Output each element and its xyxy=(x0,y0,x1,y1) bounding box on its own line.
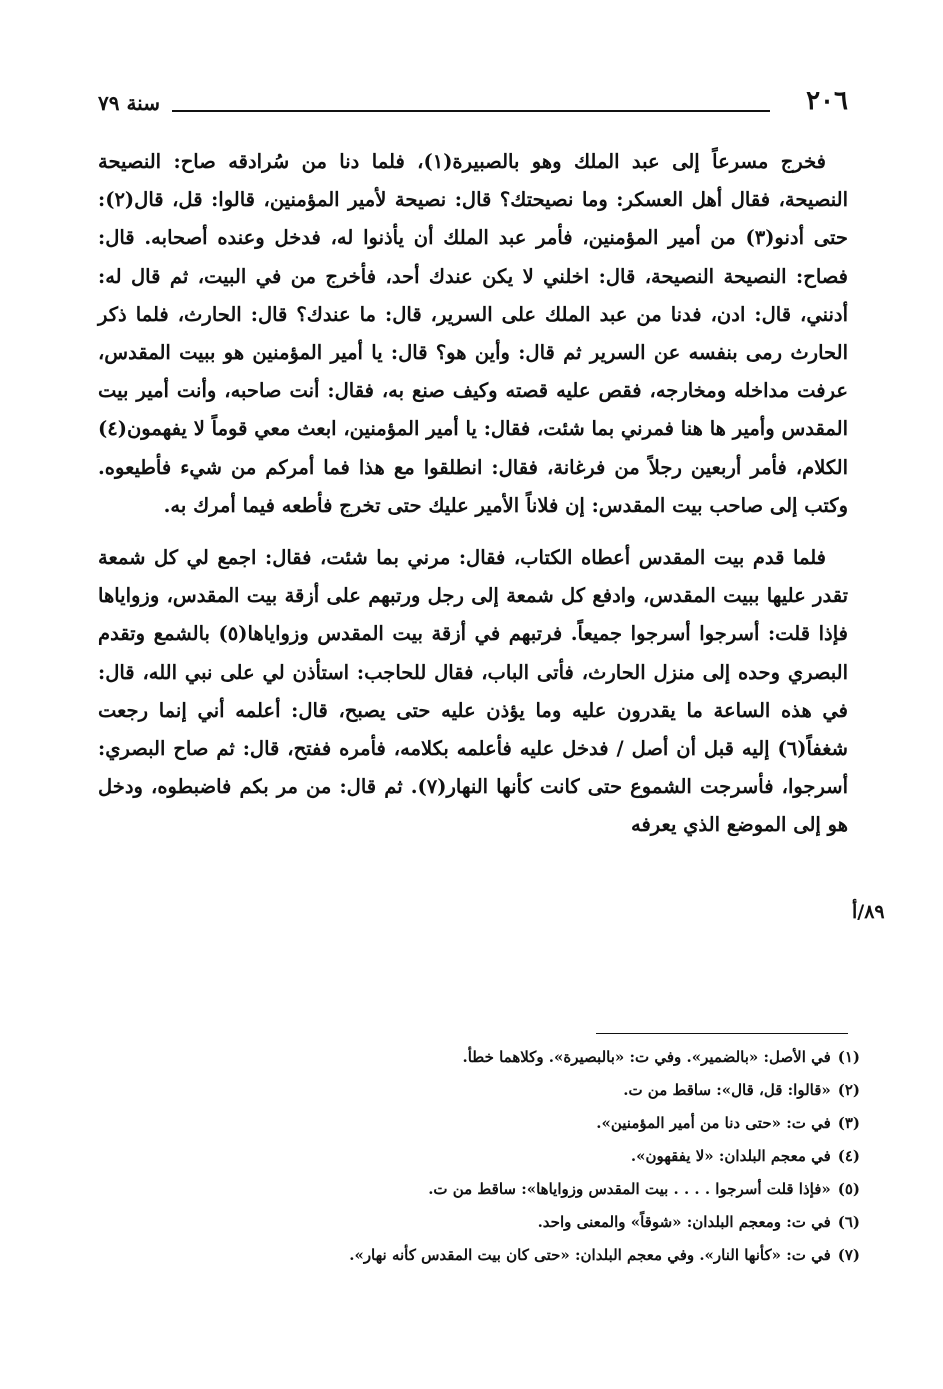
running-title-year: سنة ٧٩ xyxy=(98,91,160,115)
footnote-text: في الأصل: «بالضمير». وفي ت: «بالبصيرة». وكلاهما خطأ. xyxy=(462,1048,831,1066)
footnote-text: «فإذا قلت أسرجوا . . . . بيت المقدس وزواياها»: ساقط من ت. xyxy=(428,1180,831,1198)
footnote-number: (٧) xyxy=(837,1246,860,1264)
footnote-text: «قالوا: قل، قال»: ساقط من ت. xyxy=(623,1081,831,1099)
footnote-number: (٥) xyxy=(837,1180,860,1198)
footnote-item xyxy=(98,1239,860,1272)
footnote-item xyxy=(98,1107,860,1140)
footnote-number: (٢) xyxy=(837,1081,860,1099)
footnote-item xyxy=(98,1074,860,1107)
manuscript-folio-marker: ٨٩/أ xyxy=(852,901,885,923)
paragraph: فخرج مسرعاً إلى عبد الملك وهو بالصبيرة(١)، فلما دنا من سُرادقه صاح: النصيحة النصيحة، فقال أهل العسكر: وما نصيحتك؟ قال: نصيحة لأمير المؤمنين، قالوا: قل، قال(٢): حتى أدنو(٣) من أمير المؤمنين، فأمر عبد الملك أن يأذنوا له، فدخل وعنده أصحابه. قال: فصاح: النصيحة النصيحة، قال: اخلني لا يكن عندك أحد، فأخرج من في البيت، ثم قال له: أدنني، قال: ادن، فدنا من عبد الملك على السرير، قال: ما عندك؟ قال: الحارث، فلما ذكر الحارث رمى بنفسه عن السرير ثم قال: وأين هو؟ قال: يا أمير المؤمنين هو ببيت المقدس، عرفت مداخله ومخارجه، فقص عليه قصته وكيف صنع به، فقال: أنت صاحبه، وأنت أمير بيت المقدس وأمير ها هنا فمرني بما شئت، فقال: يا أمير المؤمنين، ابعث معي قوماً لا يفهمون(٤) الكلام، فأمر أربعين رجلاً من فرغانة، فقال: انطلقوا مع هذا فما أمركم من شيء فأطيعوه. وكتب إلى صاحب بيت المقدس: إن فلاناً الأمير عليك حتى تخرج فأطعه فيما أمرك به. xyxy=(98,150,848,517)
footnote-number: (١) xyxy=(837,1048,860,1066)
footnote-text: في معجم البلدان: «لا يفقهون». xyxy=(630,1147,831,1165)
footnote-number: (٤) xyxy=(837,1147,860,1165)
footnote-item xyxy=(98,1173,860,1206)
footnote-text: في ت: ومعجم البلدان: «شوقاً» والمعنى واحد. xyxy=(537,1213,831,1231)
main-text xyxy=(98,143,848,845)
footnote-number: (٣) xyxy=(837,1114,860,1132)
footnote-separator xyxy=(596,1033,848,1034)
footnote-text: في ت: «حتى دنا من أمير المؤمنين». xyxy=(596,1114,831,1132)
footnote-item xyxy=(98,1041,860,1074)
footnote-item xyxy=(98,1206,860,1239)
page-header xyxy=(98,84,848,124)
page-number: ٢٠٦ xyxy=(806,86,848,116)
header-rule xyxy=(172,110,770,112)
paragraph: فلما قدم بيت المقدس أعطاه الكتاب، فقال: مرني بما شئت، فقال: اجمع لي كل شمعة تقدر عليها ببيت المقدس، وادفع كل شمعة إلى رجل ورتبهم على أزقة بيت المقدس، وزواياها فإذا قلت: أسرجوا أسرجوا جميعاً. فرتبهم في أزقة بيت المقدس وزواياها(٥) بالشمع وتقدم البصري وحده إلى منزل الحارث، فأتى الباب، فقال للحاجب: استأذن لي على نبي الله، قال: في هذه الساعة ما يقدرون عليه وما يؤذن عليه حتى يصبح، قال: أعلمه أني إنما رجعت شغفاً(٦) إليه قبل أن أصل / فدخل عليه فأعلمه بكلامه، فأمره ففتح، قال: ثم صاح البصري: أسرجوا، فأسرجت الشموع حتى كانت كأنها النهار(٧). ثم قال: من مر بكم فاضبطوه، ودخل هو إلى الموضع الذي يعرفه xyxy=(98,546,849,837)
footnote-item xyxy=(98,1140,860,1173)
footnotes xyxy=(98,1041,860,1272)
footnote-text: في ت: «كأنها النار». وفي معجم البلدان: «حتى كان بيت المقدس كأنه نهار». xyxy=(349,1246,831,1264)
footnote-number: (٦) xyxy=(837,1213,860,1231)
